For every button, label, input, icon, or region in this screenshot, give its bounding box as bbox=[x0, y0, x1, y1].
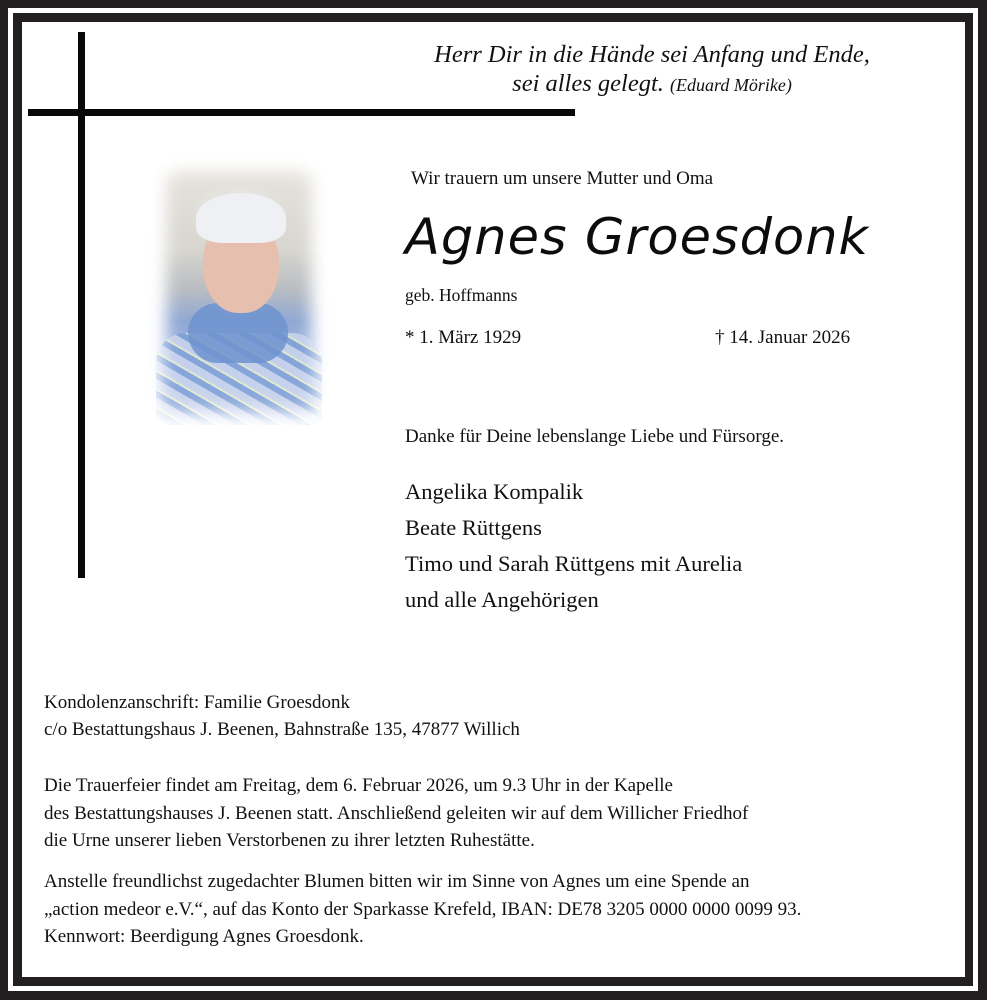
ceremony-line: Die Trauerfeier findet am Freitag, dem 6. Februar 2026, um 9.3 Uhr in der Kapelle bbox=[44, 775, 673, 796]
mourner: Angelika Kompalik bbox=[405, 479, 584, 504]
birth-date: * 1. März 1929 bbox=[405, 327, 522, 348]
condolence-line: Kondolenzanschrift: Familie Groesdonk bbox=[44, 692, 351, 713]
obituary-notice bbox=[22, 22, 965, 977]
ceremony-line: des Bestattungshauses J. Beenen statt. Anschließend geleiten wir auf dem Willicher Friedhof bbox=[44, 802, 749, 824]
donation-info bbox=[44, 868, 801, 951]
mourner: Beate Rüttgens bbox=[405, 515, 542, 540]
condolence-address bbox=[44, 689, 520, 743]
quote-line-1: Herr Dir in die Hände sei Anfang und Ende, bbox=[434, 41, 870, 68]
ceremony-line: die Urne unserer lieben Verstorbenen zu ihrer letzten Ruhestätte. bbox=[44, 830, 535, 851]
intro-text: Wir trauern um unsere Mutter und Oma bbox=[411, 168, 714, 189]
donation-line: „action medeor e.V.“, auf das Konto der Sparkasse Krefeld, IBAN: DE78 3205 0000 0000 0099 93. bbox=[44, 898, 802, 920]
donation-line: Anstelle freundlichst zugedachter Blumen bitten wir im Sinne von Agnes um eine Spende an bbox=[44, 871, 750, 892]
maiden-name: geb. Hoffmanns bbox=[405, 285, 518, 305]
quote bbox=[382, 40, 922, 100]
deceased-name: Agnes Groesdonk bbox=[405, 208, 870, 266]
donation-line: Kennwort: Beerdigung Agnes Groesdonk. bbox=[44, 926, 364, 947]
cross-icon-horizontal bbox=[28, 109, 575, 116]
death-date: † 14. Januar 2026 bbox=[715, 327, 851, 348]
mourner: und alle Angehörigen bbox=[405, 587, 599, 612]
condolence-line: c/o Bestattungshaus J. Beenen, Bahnstraße 135, 47877 Willich bbox=[44, 719, 520, 740]
mourner: Timo und Sarah Rüttgens mit Aurelia bbox=[405, 551, 743, 576]
ceremony-info bbox=[44, 772, 748, 855]
portrait-photo bbox=[148, 153, 330, 425]
quote-author: (Eduard Mörike) bbox=[670, 75, 792, 95]
thanks-text: Danke für Deine lebenslange Liebe und Fürsorge. bbox=[405, 426, 784, 447]
quote-line-2: sei alles gelegt. (Eduard Mörike) bbox=[512, 70, 792, 97]
mourners-list bbox=[405, 474, 742, 618]
